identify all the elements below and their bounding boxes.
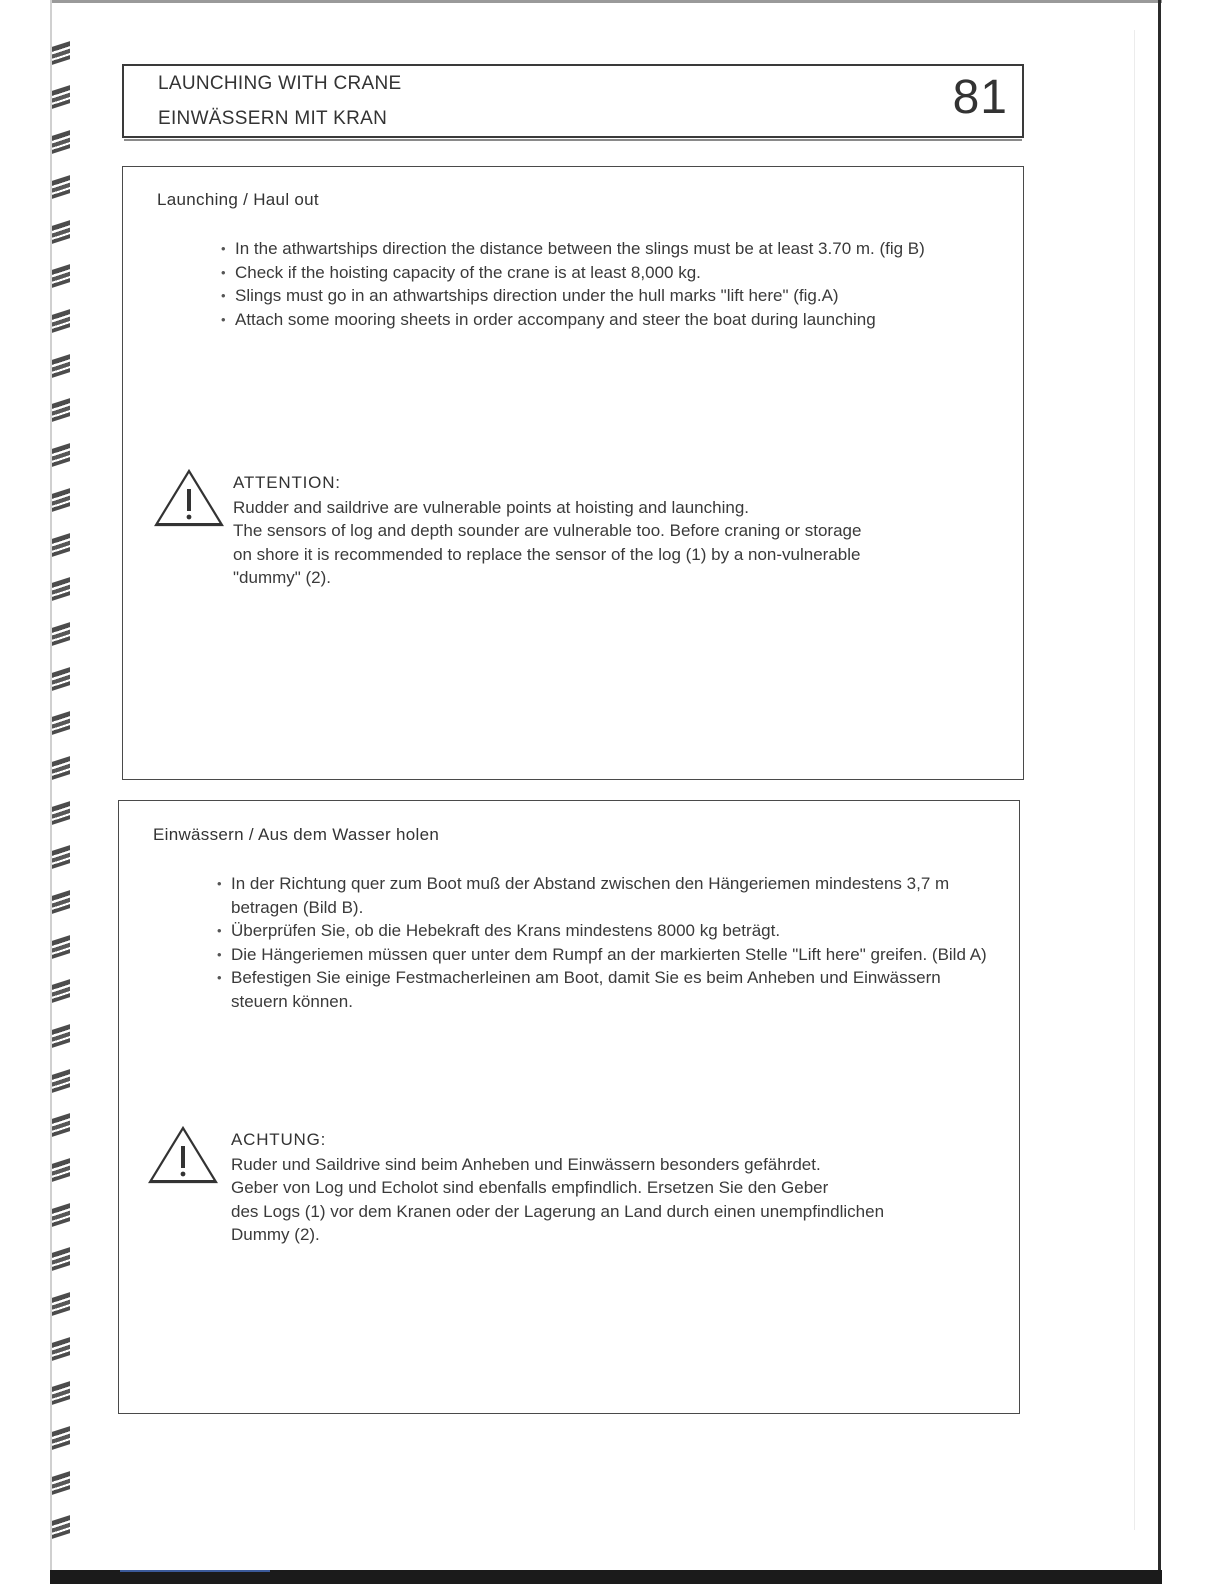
list-item (217, 943, 997, 967)
bullet-list-de (217, 872, 997, 1013)
bullet-text: In the athwartships direction the distance between the slings must be at least 3.70 m. (fig B) (235, 239, 925, 258)
warning-triangle-icon (147, 1124, 219, 1186)
bullet-dot: • (217, 876, 222, 891)
warning-heading-en: ATTENTION: (233, 473, 341, 492)
warning-triangle-icon (153, 467, 225, 529)
bullet-dot: • (221, 264, 226, 280)
page-header (122, 64, 1024, 138)
german-section (118, 800, 1020, 1414)
bullet-dot: • (217, 946, 222, 962)
bullet-dot: • (217, 970, 222, 985)
list-item (221, 284, 981, 308)
bullet-text: Check if the hoisting capacity of the crane is at least 8,000 kg. (235, 262, 701, 282)
list-item (217, 966, 997, 1013)
page-number: 81 (952, 71, 1008, 124)
bullet-dot: • (221, 311, 226, 327)
scan-edge-top (50, 0, 1162, 3)
list-item (217, 919, 997, 943)
bullet-text: Befestigen Sie einige Festmacherleinen am Boot, damit Sie es beim Anheben und Einwässern steuern können. (231, 968, 941, 1011)
section-title-en: Launching / Haul out (157, 190, 319, 209)
warning-line: "dummy" (2). (233, 568, 332, 587)
scan-edge-right (1158, 0, 1161, 1584)
header-title-de: EINWÄSSERN MIT KRAN (158, 108, 388, 129)
warning-block-en (233, 471, 953, 590)
scan-edge-right-faint (1134, 30, 1135, 1530)
warning-heading-de: ACHTUNG: (231, 1130, 327, 1149)
bullet-text: Attach some mooring sheets in order accompany and steer the boat during launching (235, 309, 876, 329)
warning-block-de (231, 1128, 971, 1247)
warning-line: Rudder and saildrive are vulnerable points at hoisting and launching. (233, 497, 750, 517)
section-title-de: Einwässern / Aus dem Wasser holen (153, 825, 440, 844)
bullet-text: In der Richtung quer zum Boot muß der Abstand zwischen den Hängeriemen mindestens 3,7 m betragen (Bild B). (231, 874, 950, 917)
english-section (122, 166, 1024, 780)
list-item (221, 261, 981, 285)
bullet-text: Überprüfen Sie, ob die Hebekraft des Krans mindestens 8000 kg beträgt. (231, 921, 781, 940)
warning-line: Dummy (2). (231, 1225, 320, 1244)
warning-line: Geber von Log und Echolot sind ebenfalls empfindlich. Ersetzen Sie den Geber (231, 1178, 829, 1197)
list-item (217, 872, 997, 919)
scan-edge-bottom (50, 1570, 1162, 1584)
header-title-en: LAUNCHING WITH CRANE (158, 73, 402, 94)
warning-line: Ruder und Saildrive sind beim Anheben und Einwässern besonders gefährdet. (231, 1154, 821, 1174)
bullet-dot: • (221, 288, 226, 303)
bullet-dot: • (217, 923, 222, 938)
bullet-list-en (221, 237, 981, 331)
bullet-text: Slings must go in an athwartships direction under the hull marks "lift here" (fig.A) (235, 286, 839, 305)
bullet-text: Die Hängeriemen müssen quer unter dem Rumpf an der markierten Stelle "Lift here" greifen. (Bild A) (231, 944, 987, 964)
bullet-dot: • (221, 241, 226, 256)
warning-line: des Logs (1) vor dem Kranen oder der Lagerung an Land durch einen unempfindlichen (231, 1201, 885, 1221)
warning-line: The sensors of log and depth sounder are vulnerable too. Before craning or storage (233, 521, 862, 540)
list-item (221, 308, 981, 332)
scan-edge-bottom-accent (120, 1570, 270, 1572)
list-item (221, 237, 981, 261)
warning-line: on shore it is recommended to replace the sensor of the log (1) by a non-vulnerable (233, 544, 861, 564)
